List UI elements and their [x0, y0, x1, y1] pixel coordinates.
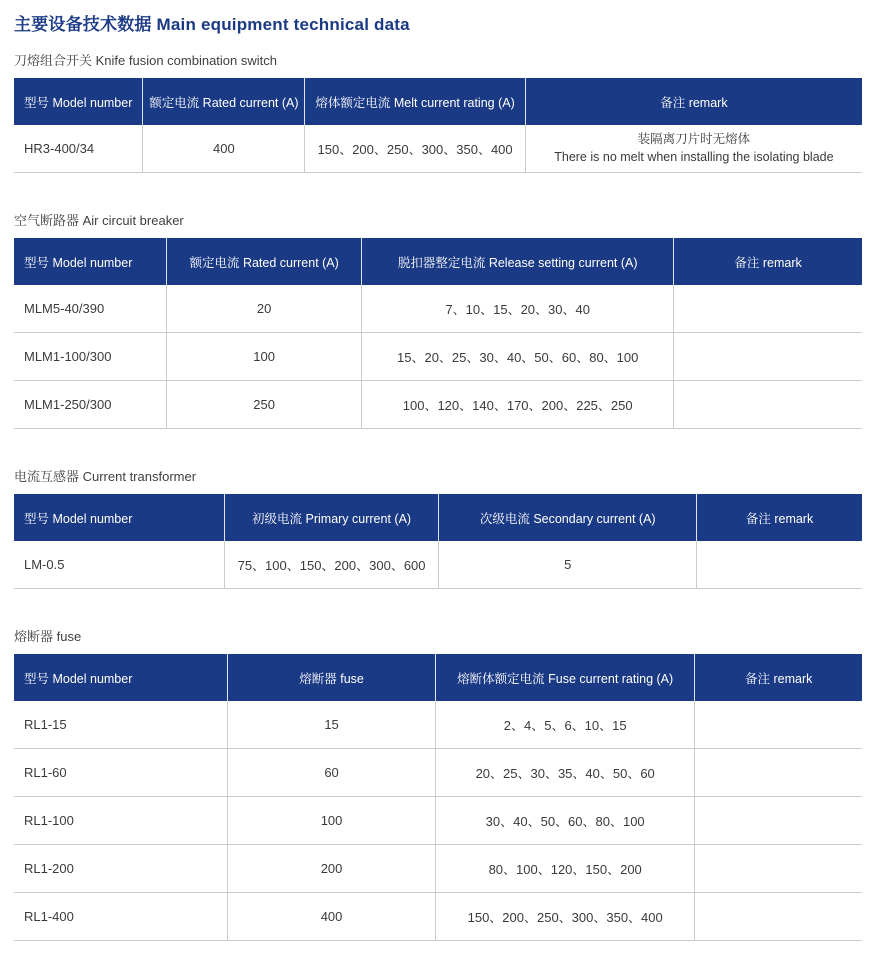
cell-rated-current: 20 — [167, 285, 362, 333]
cell-rated-current: 250 — [167, 381, 362, 429]
cell-release-setting-current: 100、120、140、170、200、225、250 — [362, 381, 674, 429]
cell-fuse-current-rating: 80、100、120、150、200 — [435, 845, 694, 893]
cell-model-number: MLM1-250/300 — [14, 381, 167, 429]
column-header-model-number: 型号 Model number — [14, 238, 167, 285]
column-header-model-number: 型号 Model number — [14, 494, 224, 541]
air-circuit-breaker-table — [14, 238, 862, 429]
table-row — [14, 701, 862, 749]
column-header-fuse: 熔断器 fuse — [228, 654, 436, 701]
table-header-row — [14, 494, 862, 541]
cell-model-number: LM-0.5 — [14, 541, 224, 589]
cell-secondary-current: 5 — [439, 541, 697, 589]
cell-model-number: MLM5-40/390 — [14, 285, 167, 333]
column-header-primary-current: 初级电流 Primary current (A) — [224, 494, 439, 541]
cell-remark — [695, 749, 862, 797]
cell-primary-current: 75、100、150、200、300、600 — [224, 541, 439, 589]
column-header-melt-current-rating: 熔体额定电流 Melt current rating (A) — [305, 78, 525, 125]
cell-remark — [695, 797, 862, 845]
cell-release-setting-current: 15、20、25、30、40、50、60、80、100 — [362, 333, 674, 381]
cell-remark — [674, 285, 862, 333]
column-header-rated-current: 额定电流 Rated current (A) — [143, 78, 305, 125]
knife-fusion-switch-table — [14, 78, 862, 173]
column-header-release-setting-current: 脱扣器整定电流 Release setting current (A) — [362, 238, 674, 285]
cell-remark — [695, 701, 862, 749]
column-header-remark: 备注 remark — [695, 654, 862, 701]
cell-fuse: 15 — [228, 701, 436, 749]
column-header-secondary-current: 次级电流 Secondary current (A) — [439, 494, 697, 541]
column-header-fuse-current-rating: 熔断体额定电流 Fuse current rating (A) — [435, 654, 694, 701]
cell-melt-current-rating: 150、200、250、300、350、400 — [305, 125, 525, 173]
remark-line-en: There is no melt when installing the isolating blade — [554, 149, 834, 164]
remark-line-zh: 装隔离刀片时无熔体 — [637, 132, 751, 146]
table-row — [14, 125, 862, 173]
cell-fuse: 400 — [228, 893, 436, 941]
column-header-remark: 备注 remark — [674, 238, 862, 285]
cell-rated-current: 100 — [167, 333, 362, 381]
table-row — [14, 845, 862, 893]
section-fuse — [14, 626, 862, 941]
section-label-current-transformer: 电流互感器 Current transformer — [14, 469, 197, 484]
cell-remark — [695, 893, 862, 941]
cell-remark — [697, 541, 862, 589]
table-header-row — [14, 654, 862, 701]
cell-remark — [695, 845, 862, 893]
fuse-table — [14, 654, 862, 941]
section-current-transformer — [14, 466, 862, 589]
cell-model-number: RL1-60 — [14, 749, 228, 797]
cell-fuse-current-rating: 30、40、50、60、80、100 — [435, 797, 694, 845]
cell-model-number: RL1-400 — [14, 893, 228, 941]
section-label-fuse: 熔断器 fuse — [14, 629, 82, 644]
section-label-knife-fusion-switch: 刀熔组合开关 Knife fusion combination switch — [14, 53, 277, 68]
section-label-air-circuit-breaker: 空气断路器 Air circuit breaker — [14, 213, 184, 228]
column-header-remark: 备注 remark — [525, 78, 862, 125]
cell-remark — [525, 125, 862, 173]
table-row — [14, 381, 862, 429]
column-header-rated-current: 额定电流 Rated current (A) — [167, 238, 362, 285]
table-row — [14, 333, 862, 381]
section-knife-fusion-switch — [14, 50, 862, 173]
column-header-remark: 备注 remark — [697, 494, 862, 541]
table-row — [14, 797, 862, 845]
table-row — [14, 541, 862, 589]
cell-model-number: RL1-200 — [14, 845, 228, 893]
table-row — [14, 285, 862, 333]
cell-rated-current: 400 — [143, 125, 305, 173]
table-header-row — [14, 78, 862, 125]
cell-model-number: RL1-100 — [14, 797, 228, 845]
cell-remark — [674, 381, 862, 429]
section-air-circuit-breaker — [14, 210, 862, 429]
cell-model-number: MLM1-100/300 — [14, 333, 167, 381]
table-row — [14, 749, 862, 797]
cell-remark — [674, 333, 862, 381]
table-row — [14, 893, 862, 941]
cell-fuse-current-rating: 20、25、30、35、40、50、60 — [435, 749, 694, 797]
cell-model-number: RL1-15 — [14, 701, 228, 749]
cell-fuse: 100 — [228, 797, 436, 845]
cell-model-number: HR3-400/34 — [14, 125, 143, 173]
cell-fuse: 60 — [228, 749, 436, 797]
current-transformer-table — [14, 494, 862, 589]
column-header-model-number: 型号 Model number — [14, 78, 143, 125]
cell-release-setting-current: 7、10、15、20、30、40 — [362, 285, 674, 333]
column-header-model-number: 型号 Model number — [14, 654, 228, 701]
cell-fuse: 200 — [228, 845, 436, 893]
cell-fuse-current-rating: 150、200、250、300、350、400 — [435, 893, 694, 941]
cell-fuse-current-rating: 2、4、5、6、10、15 — [435, 701, 694, 749]
page-title: 主要设备技术数据 Main equipment technical data — [14, 15, 410, 34]
table-header-row — [14, 238, 862, 285]
